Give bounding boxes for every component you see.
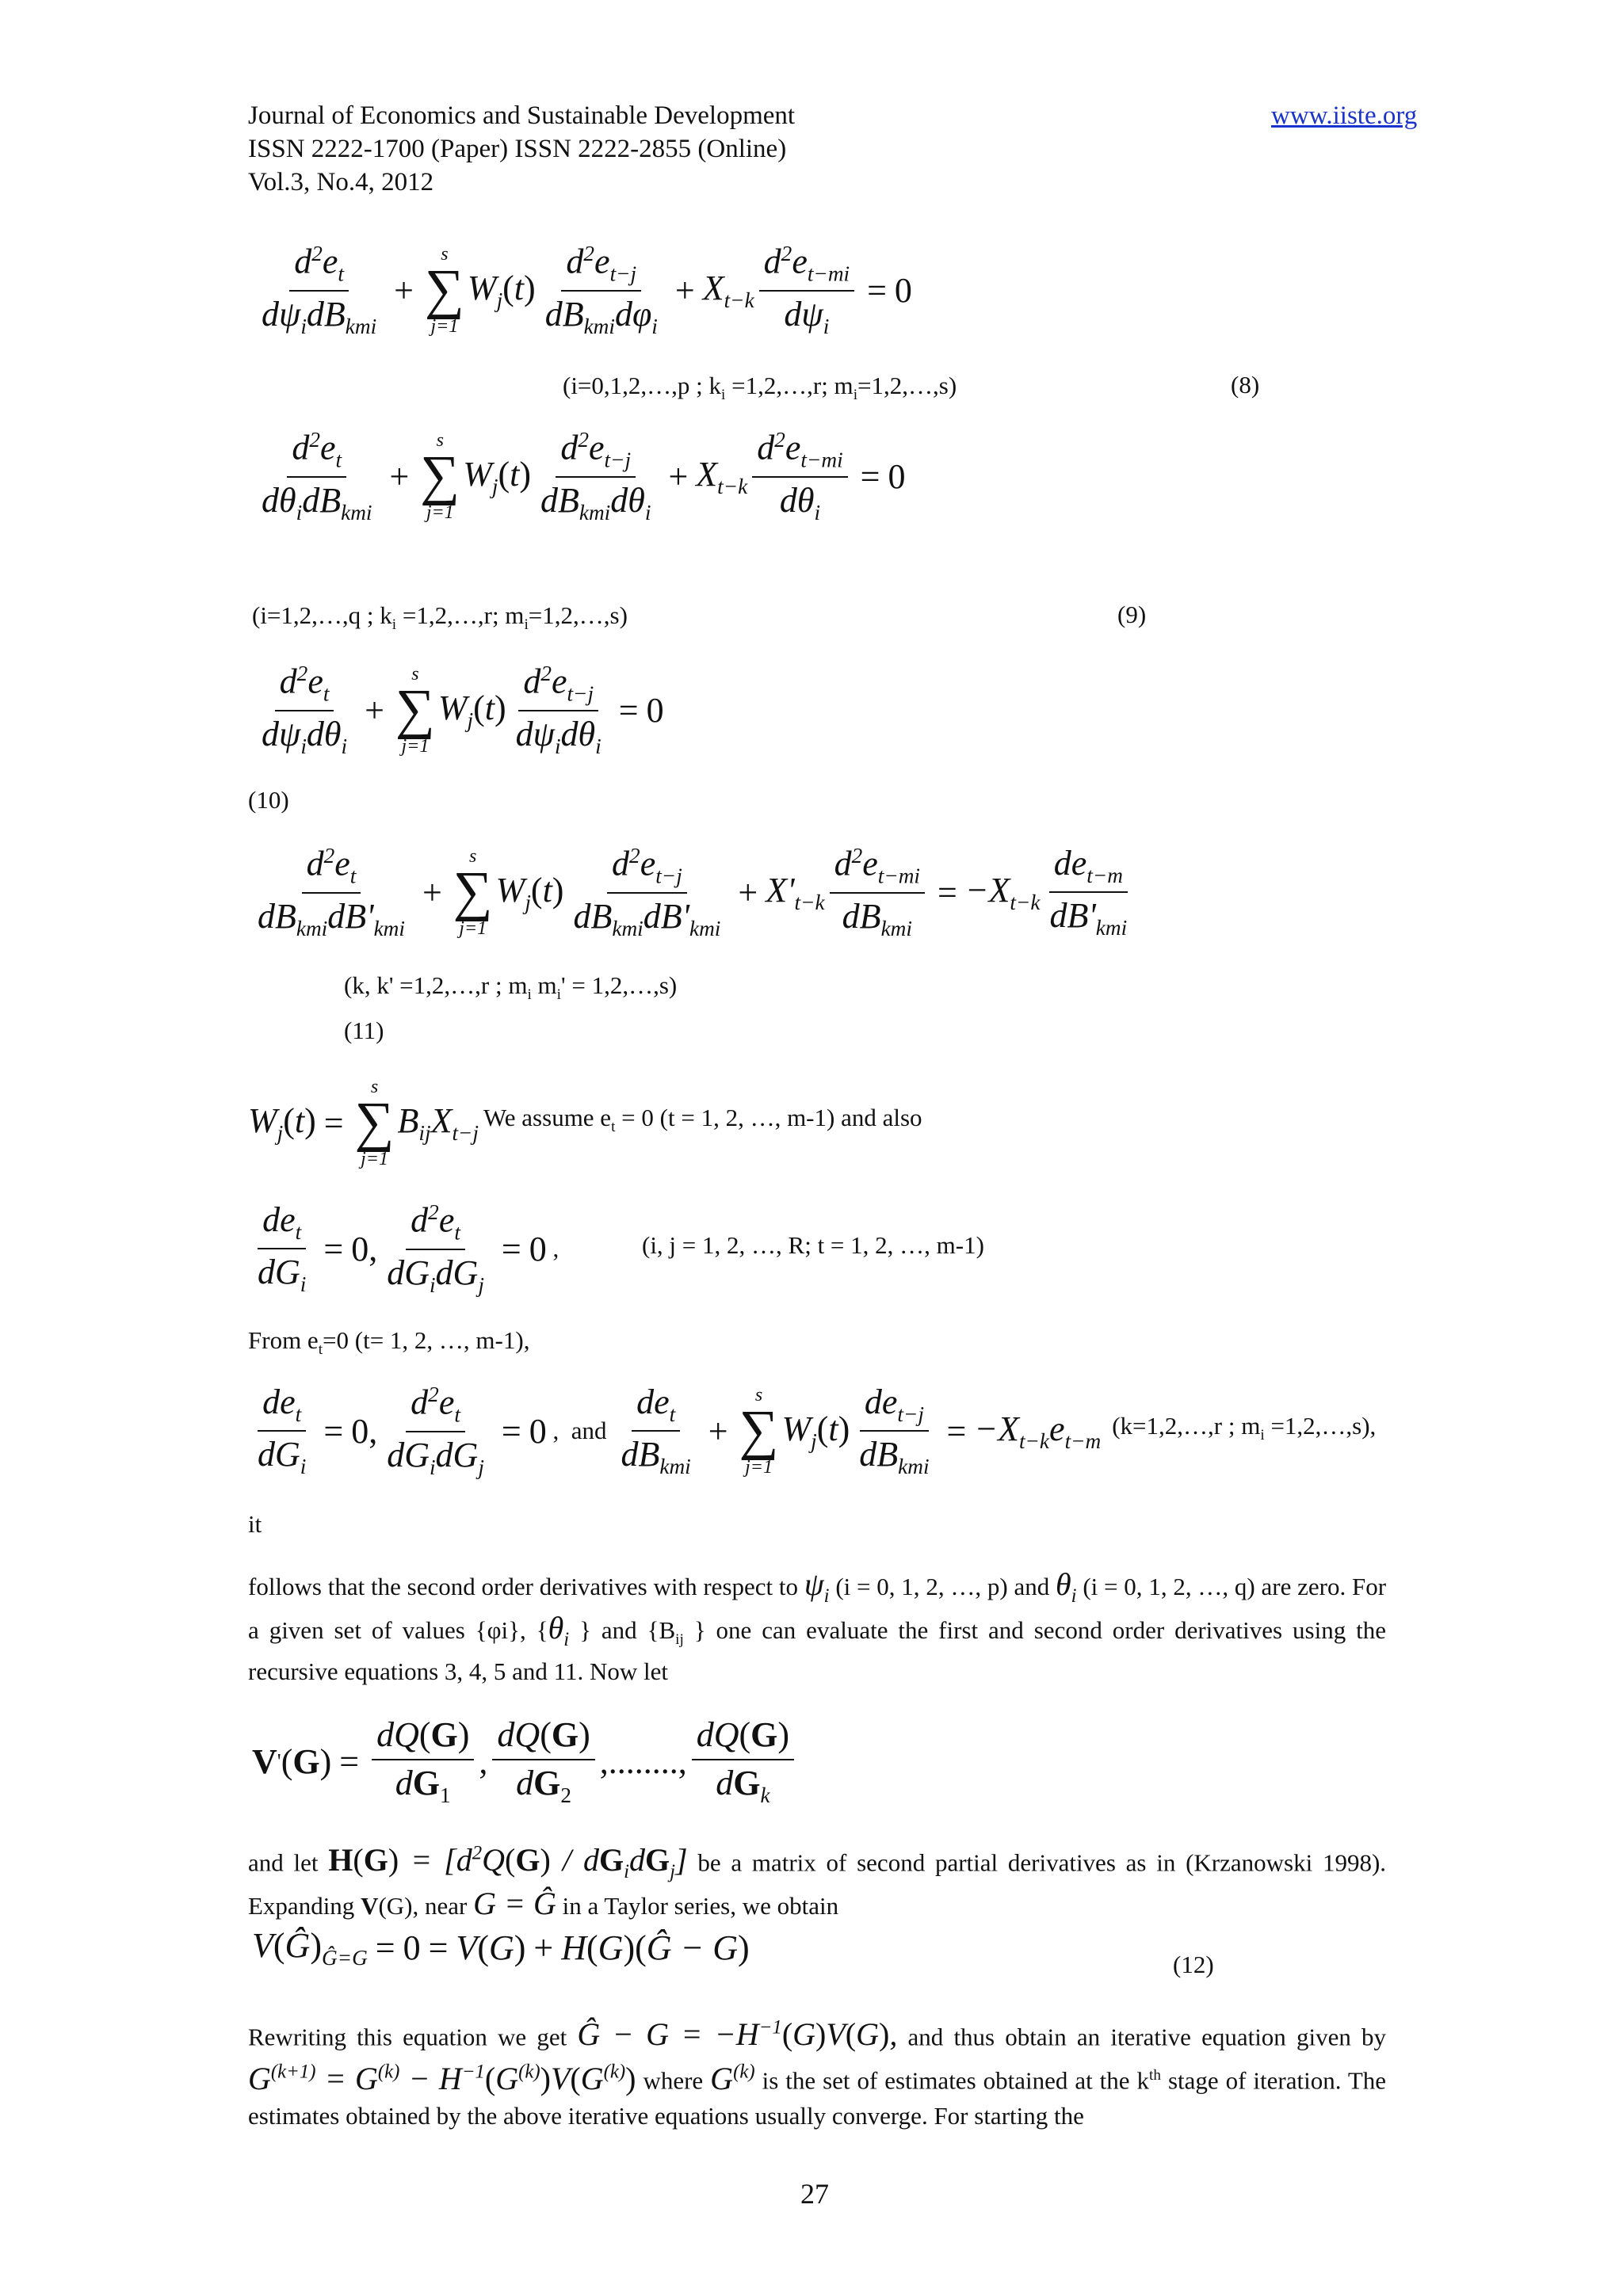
derivative-zero-conditions: $\frac{de_t}{dG_i}$ = 0, $\frac{d^2e_t}{dG_idG_j}$ = 0 , bbox=[258, 1200, 559, 1297]
eq9-number: (9) bbox=[1117, 601, 1147, 628]
paragraph-second-order: follows that the second order derivatives with respect to $\psi_i$ (i = 0, 1, 2, …, p) and $\theta_i$ (i = 0, 1, 2, …, q) are zero. For a given set of values {φi}, {$\theta_i$ } and {$B_{ij}$ } one can evaluate the first and second order derivatives using the recursive equations 3, 4, 5 and 11. Now let bbox=[248, 1566, 1387, 1686]
issn-line: ISSN 2222-1700 (Paper) ISSN 2222-2855 (Online) bbox=[248, 135, 787, 163]
eq8-number: (8) bbox=[1231, 371, 1260, 399]
ij-condition: (i, j = 1, 2, …, R; t = 1, 2, …, m-1) bbox=[642, 1231, 984, 1259]
equation-8: $\frac{d^2e_t}{d\psi_idB_{kmi}}$ + s ∑ j=1 $W_j(t)$ $\frac{d^2e_{t-j}}{dB_{kmi}d\varphi_i}$ + $X_{t-k}$ $\frac{d^2e_{t-mi}}{d\psi_i}$ = 0 bbox=[262, 242, 912, 338]
equation-11: $\frac{d^2e_t}{dB_{kmi}dB'_{kmi}}$ + s ∑ j=1 $W_j(t)$ $\frac{d^2e_{t-j}}{dB_{kmi}dB'_{kmi}}$ + $X'_{t-k}$ $\frac{d^2e_{t-mi}}{dB_{kmi}}$ = $-X_{t-k}$ $\frac{de_{t-m}}{dB'_{kmi}}$ bbox=[258, 844, 1128, 940]
paragraph-hessian: and let $H(G) = [d^2Q(G) / dG_idG_j]$ be a matrix of second partial derivatives as in (Krzanowski 1998). Expanding V(G), near G = Ĝ in a Taylor series, we obtain bbox=[248, 1842, 1387, 1922]
equation-12: $V(Ĝ)_{Ĝ=G}$ = 0 = V(G) + H(G)(Ĝ − G) bbox=[252, 1926, 750, 1970]
equation-10: $\frac{d^2e_t}{d\psi_id\theta_i}$ + s ∑ j=1 $W_j(t)$ $\frac{d^2e_{t-j}}{d\psi_id\theta_i}$ = 0 bbox=[262, 662, 664, 758]
it-word: it bbox=[248, 1510, 262, 1538]
combined-derivative-equation: $\frac{de_t}{dG_i}$ = 0, $\frac{d^2e_t}{dG_idG_j}$ = 0 , and $\frac{de_t}{dB_{kmi}}$ + s ∑ j=1 $W_j(t)$ $\frac{de_{t-j}}{dB_{kmi}}$ = $-X_{t-k}e_{t-m}$ (k=1,2,…,r ; $m_i$ =1,2,…,s), bbox=[258, 1383, 1377, 1479]
eq11-number: (11) bbox=[344, 1016, 384, 1044]
journal-url-link[interactable]: www.iiste.org bbox=[1271, 101, 1418, 130]
journal-title: Journal of Economics and Sustainable Development bbox=[248, 101, 796, 130]
gradient-vector-definition: V ' ( G ) = $\frac{dQ(G)}{dG_1}$ , $\frac{dQ(G)}{dG_2}$ ,........, $\frac{dQ(G)}{dG_k}$ bbox=[252, 1715, 799, 1808]
eq9-condition: (i=1,2,…,q ; $k_i$ =1,2,…,r; $m_i=1,2,\dots,s$) bbox=[252, 601, 628, 634]
eq12-number: (12) bbox=[1173, 1951, 1214, 1978]
eq11-condition: (k, k' =1,2,…,r ; $m_i$ $m_i'$ = 1,2,…,s) bbox=[344, 971, 678, 1004]
eq10-number: (10) bbox=[248, 786, 289, 814]
volume-line: Vol.3, No.4, 2012 bbox=[248, 168, 434, 196]
page-number: 27 bbox=[800, 2178, 829, 2210]
eq8-condition: (i=0,1,2,…,p ; $k_i$ =1,2,…,r; $m_i=1,2,\dots,s$) bbox=[563, 372, 957, 404]
paragraph-iteration: Rewriting this equation we get Ĝ − $G = -H^{-1}(G)V(G)$, and thus obtain an iterative equation given by $G^{(k+1)} = G^{(k)} - H^{-1}(G^{(k)})V(G^{(k)})$ where $G^{(k)}$ is the set of estimates obtained at the $k^{th}$ stage of iteration. The estimates obtained by the above iterative equations usually converge. For starting the bbox=[248, 2016, 1387, 2130]
from-et-text: From $e_t=0$ (t= 1, 2, …, m-1), bbox=[248, 1326, 530, 1359]
wj-definition: $W_j(t)$ = s ∑ j=1 $B_{ij}X_{t-j}$ We assume $e_t = 0$ (t = 1, 2, …, m-1) and also bbox=[248, 1077, 922, 1169]
equation-9: $\frac{d^2e_t}{d\theta_idB_{kmi}}$ + s ∑ j=1 $W_j(t)$ $\frac{d^2e_{t-j}}{dB_{kmi}d\theta_i}$ + $X_{t-k}$ $\frac{d^2e_{t-mi}}{d\theta_i}$ = 0 bbox=[262, 428, 906, 524]
